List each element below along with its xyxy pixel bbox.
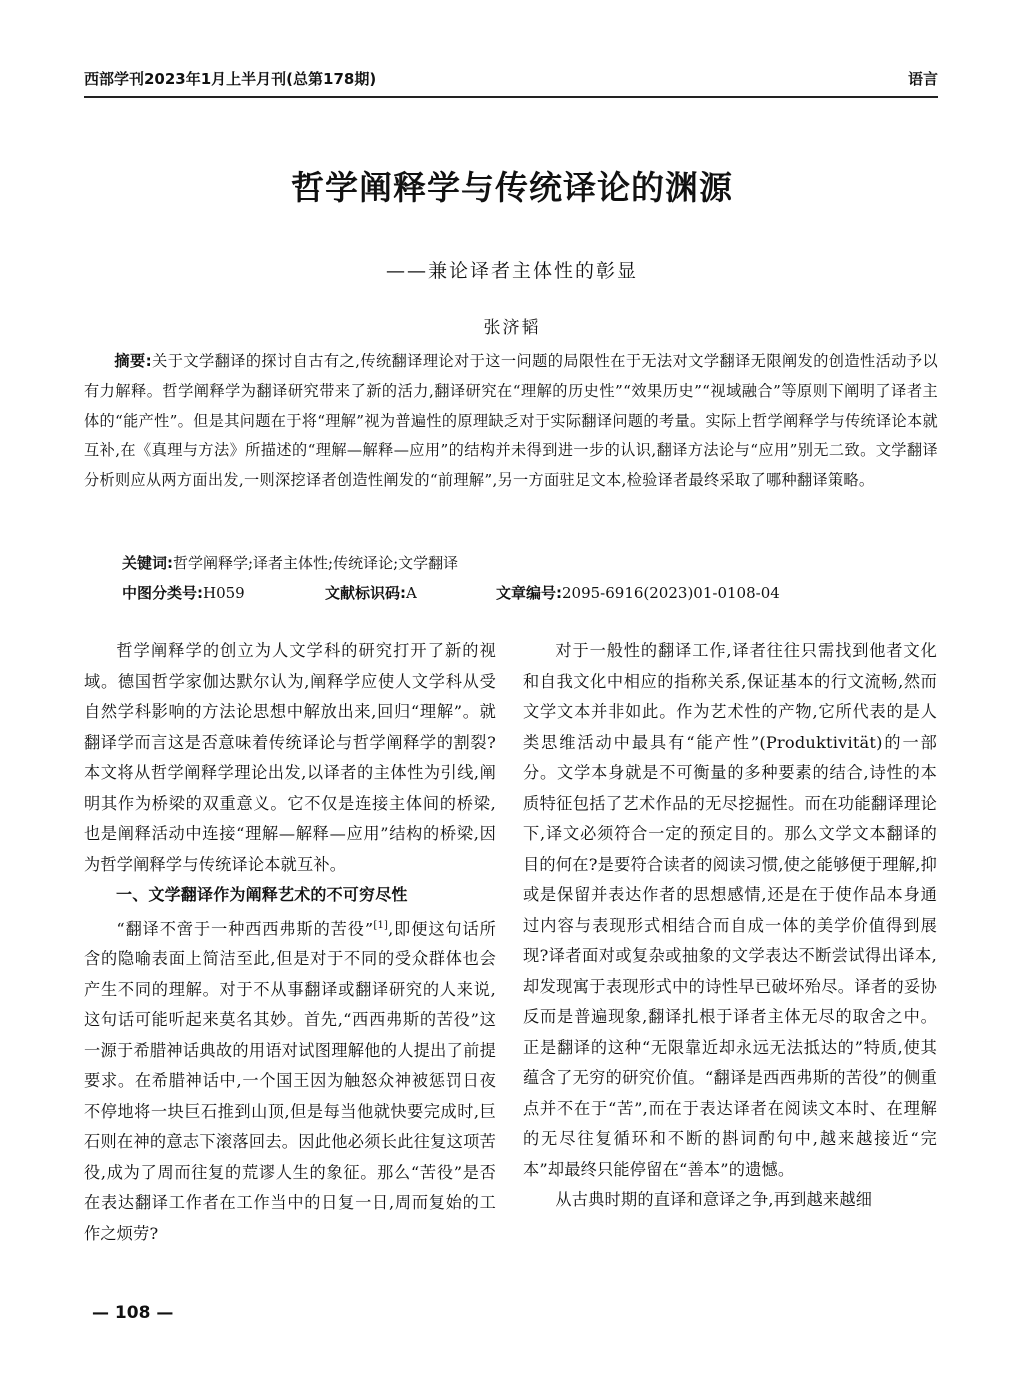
paragraph: 从古典时期的直译和意译之争,再到越来越细	[555, 1190, 873, 1209]
document-code-value: A	[406, 584, 417, 602]
keywords	[122, 551, 458, 575]
article-number	[496, 581, 780, 605]
clc-value: H059	[203, 584, 245, 602]
section-label: 语言	[907, 70, 938, 88]
header-rule	[84, 96, 938, 98]
abstract-text: 关于文学翻译的探讨自古有之,传统翻译理论对于这一问题的局限性在于无法对文学翻译无限阐发的创造性活动予以有力解释。哲学阐释学为翻译研究带来了新的活力,翻译研究在“理解的历史性”“效果历史”“视域融合”等原则下阐明了译者主体的“能产性”。但是其问题在于将“理解”视为普遍性的原理缺乏对于实际翻译问题的考量。实际上哲学阐释学与传统译论本就互补,在《真理与方法》所描述的“理解—解释—应用”的结构并未得到进一步的认识,翻译方法论与“应用”别无二致。文学翻译分析则应从两方面出发,一则深挖译者创造性阐发的“前理解”,另一方面驻足文本,检验译者最终采取了哪种翻译策略。	[84, 352, 938, 490]
paragraph	[84, 911, 496, 1250]
classification-line	[122, 581, 938, 605]
citation-ref[interactable]: [1]	[373, 919, 389, 931]
document-code-label: 文献标识码:	[325, 584, 406, 602]
abstract-label: 摘要:	[114, 352, 152, 370]
keywords-label: 关键词:	[122, 554, 173, 572]
document-code	[325, 581, 417, 605]
article-number-value: 2095-6916(2023)01-0108-04	[562, 584, 780, 602]
article-title: 哲学阐释学与传统译论的渊源	[291, 168, 733, 207]
author-name: 张济韬	[483, 318, 541, 338]
paragraph: 对于一般性的翻译工作,译者往往只需找到他者文化和自我文化中相应的指称关系,保证基本的行文流畅,然而文学文本并非如此。作为艺术性的产物,它所代表的是人类思维活动中最具有“能产性”(Produktivität)的一部分。文学本身就是不可衡量的多种要素的结合,诗性的本质特征包括了艺术作品的无尽挖掘性。而在功能翻译理论下,译文必须符合一定的预定目的。那么文学文本翻译的目的何在?是要符合读者的阅读习惯,使之能够便于理解,抑或是保留并表达作者的思想感情,还是在于使作品本身通过内容与表现形式相结合而自成一体的美学价值得到展现?译者面对或复杂或抽象的文学表达不断尝试得出译本,却发现寓于表现形式中的诗性早已破坏殆尽。译者的妥协反而是普遍现象,翻译扎根于译者主体无尽的取舍之中。正是翻译的这种“无限靠近却永远无法抵达的”特质,使其蕴含了无穷的研究价值。“翻译是西西弗斯的苦役”的侧重点并不在于“苦”,而在于表达译者在阅读文本时、在理解的无尽往复循环和不断的斟词酌句中,越来越接近“完本”却最终只能停留在“善本”的遗憾。	[523, 641, 937, 1179]
body-column-right	[523, 636, 937, 1216]
journal-issue: 西部学刊2023年1月上半月刊(总第178期)	[84, 70, 377, 88]
page-number: — 108 —	[92, 1303, 174, 1323]
body-column-left	[84, 636, 496, 1249]
keywords-text: 哲学阐释学;译者主体性;传统译论;文学翻译	[173, 554, 459, 572]
quote-text: “翻译不啻于一种西西弗斯的苦役”	[116, 918, 374, 938]
abstract	[84, 347, 938, 496]
clc-code	[122, 581, 245, 605]
article-subtitle: ——兼论译者主体性的彰显	[385, 260, 638, 282]
paragraph-text: ,即便这句话所含的隐喻表面上简洁至此,但是对于不同的受众群体也会产生不同的理解。对于不从事翻译或翻译研究的人来说,这句话可能听起来莫名其妙。首先,“西西弗斯的苦役”这一源于希腊神话典故的用语对试图理解他的人提出了前提要求。在希腊神话中,一个国王因为触怒众神被惩罚日夜不停地将一块巨石推到山顶,但是每当他就快要完成时,巨石则在神的意志下滚落回去。因此他必须长此往复这项苦役,成为了周而往复的荒谬人生的象征。那么“苦役”是否在表达翻译工作者在工作当中的日复一日,周而复始的工作之烦劳?	[84, 918, 497, 1243]
paragraph: 哲学阐释学的创立为人文学科的研究打开了新的视域。德国哲学家伽达默尔认为,阐释学应使人文学科从受自然学科影响的方法论思想中解放出来,回归“理解”。就翻译学而言这是否意味着传统译论与哲学阐释学的割裂?本文将从哲学阐释学理论出发,以译者的主体性为引线,阐明其作为桥梁的双重意义。它不仅是连接主体间的桥梁,也是阐释活动中连接“理解—解释—应用”结构的桥梁,因为哲学阐释学与传统译论本就互补。	[84, 641, 496, 874]
running-header	[84, 68, 938, 94]
article-number-label: 文章编号:	[496, 584, 562, 602]
clc-label: 中图分类号:	[122, 584, 203, 602]
section-heading: 一、文学翻译作为阐释艺术的不可穷尽性	[116, 885, 408, 904]
